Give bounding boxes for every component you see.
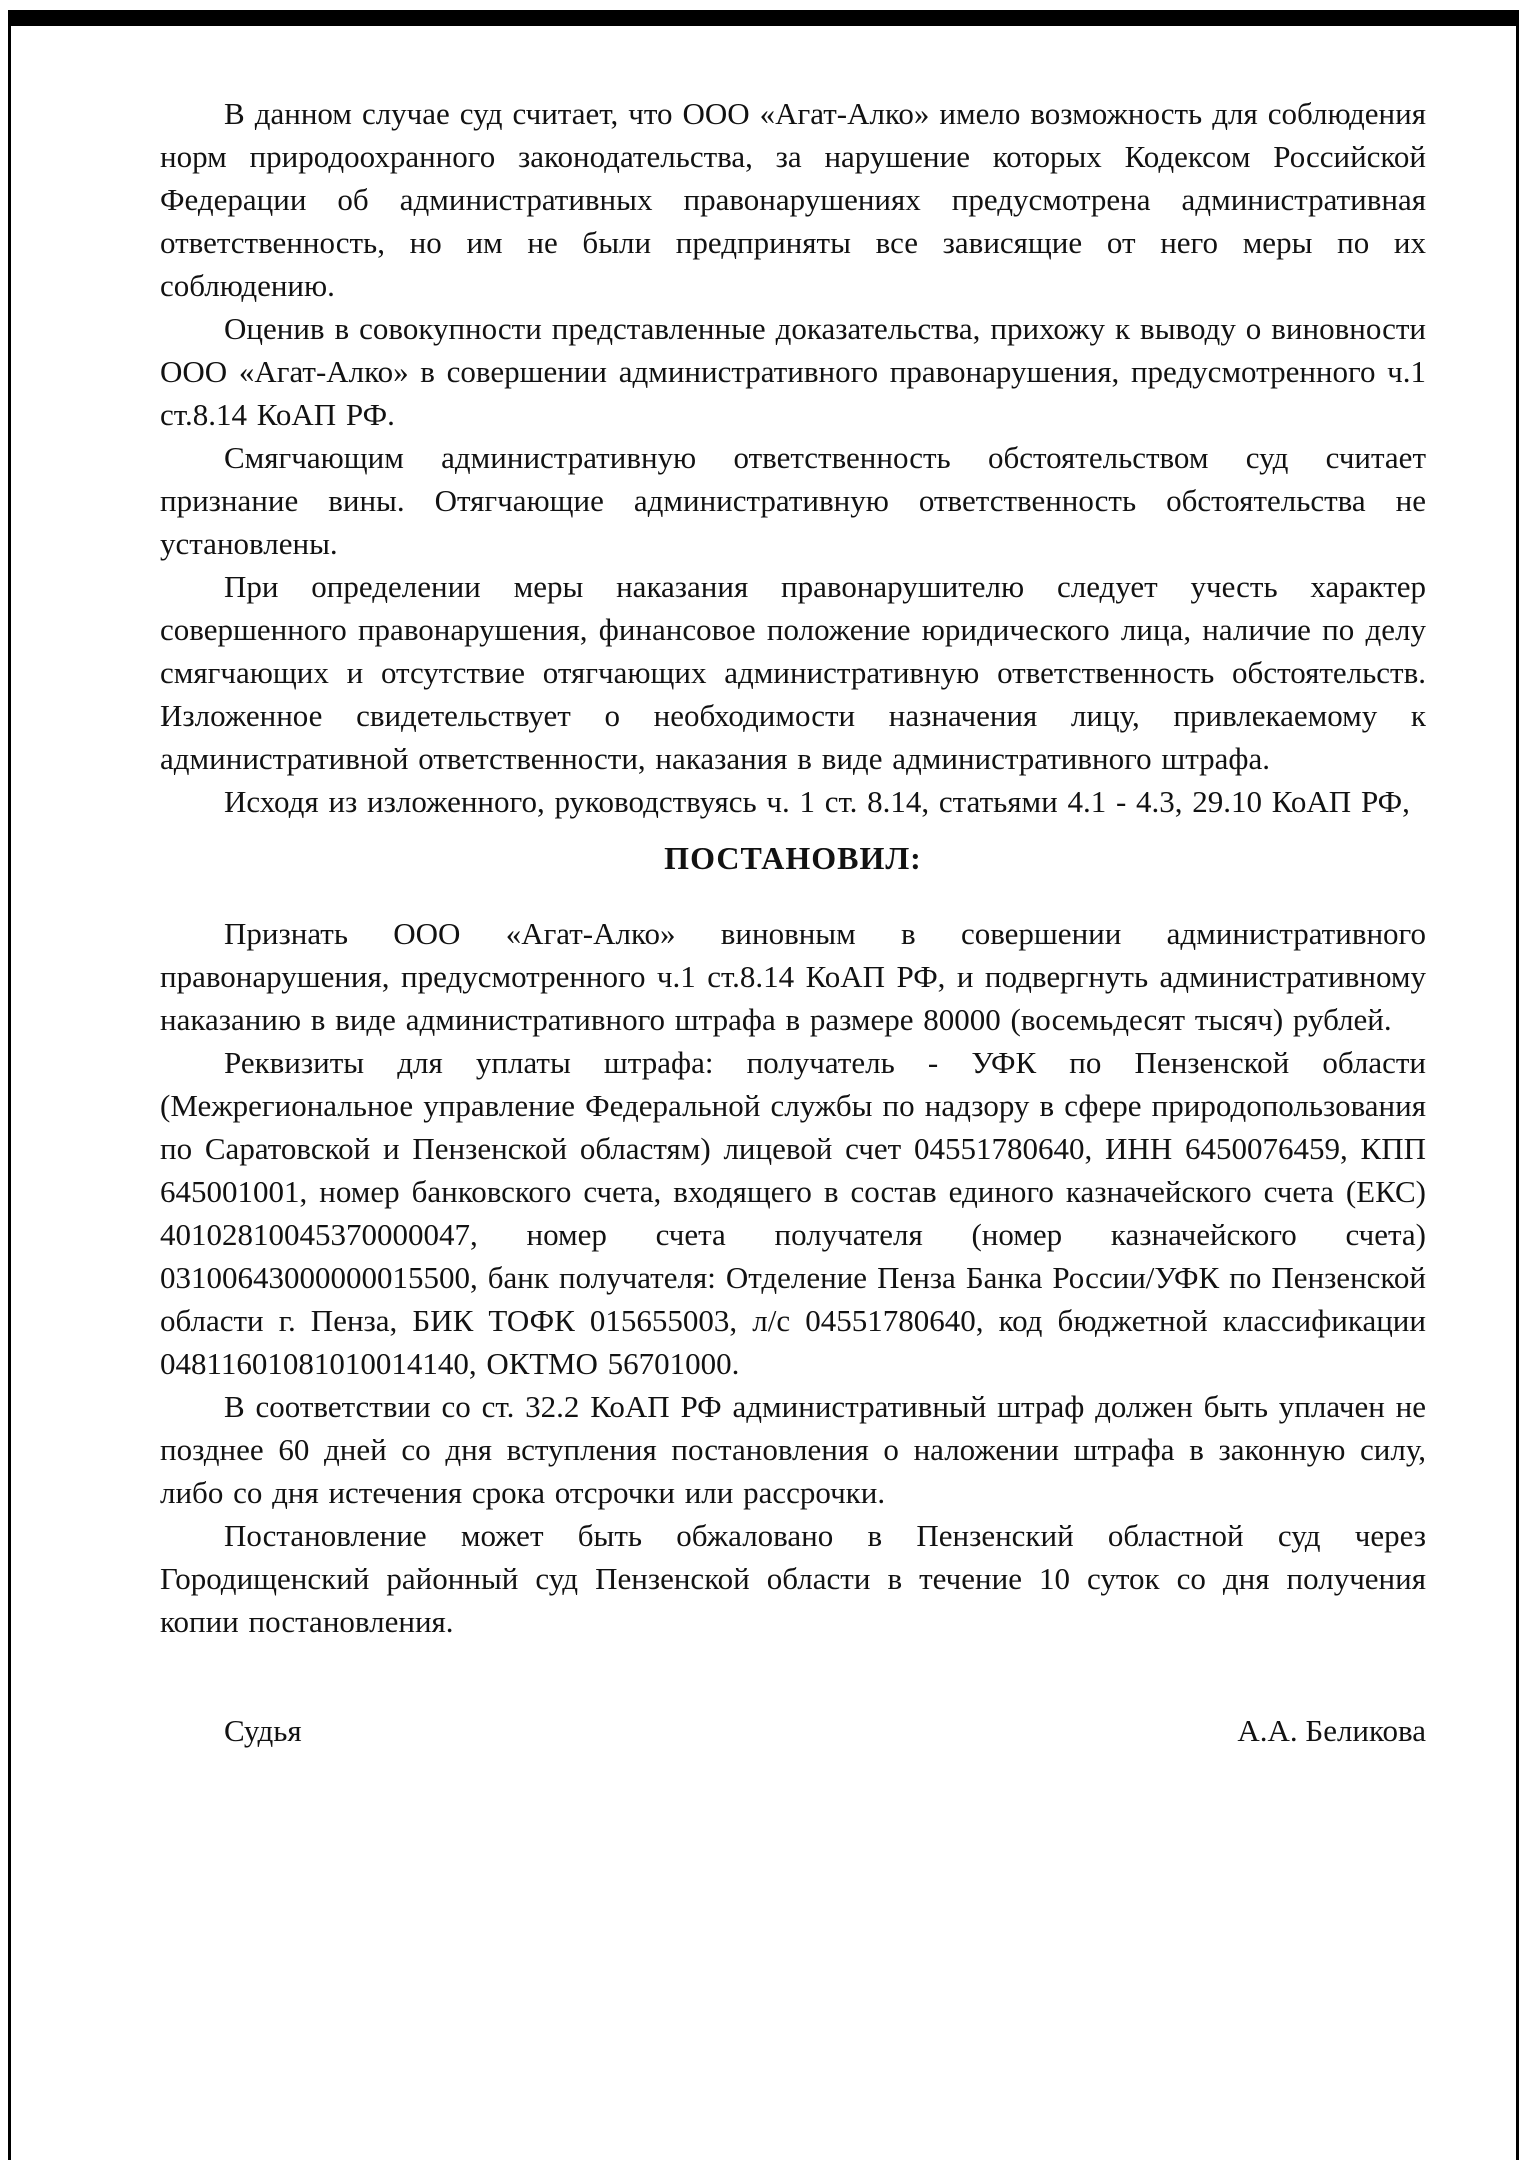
paragraph-penalty-considerations: При определении меры наказания правонарушителю следует учесть характер совершенного правонарушения, финансовое положение юридического лица, наличие по делу смягчающих и отсутствие отягчающих административную ответственность обстоятельств. Изложенное свидетельствует о необходимости назначения лицу, привлекаемому к административной ответственности, наказания в виде административного штрафа. (160, 569, 1426, 776)
paragraph-appeal-procedure: Постановление может быть обжаловано в Пензенский областной суд через Городищенский районный суд Пензенской области в течение 10 суток со дня получения копии постановления. (160, 1518, 1426, 1639)
document-body (160, 92, 1426, 1752)
paragraph-case-conclusion: В данном случае суд считает, что ООО «Агат-Алко» имело возможность для соблюдения норм природоохранного законодательства, за нарушение которых Кодексом Российской Федерации об административных правонарушениях предусмотрена административная ответственность, но им не были предприняты все зависящие от него меры по их соблюдению. (160, 96, 1426, 303)
resolution-heading: ПОСТАНОВИЛ: (664, 840, 922, 876)
signature-row (160, 1709, 1426, 1752)
paragraph-payment-deadline: В соответствии со ст. 32.2 КоАП РФ административный штраф должен быть уплачен не позднее 60 дней со дня вступления постановления о наложении штрафа в законную силу, либо со дня истечения срока отсрочки или рассрочки. (160, 1389, 1426, 1510)
judge-name: А.А. Беликова (1237, 1713, 1426, 1748)
judge-label: Судья (224, 1713, 302, 1748)
paragraph-guilt-finding: Оценив в совокупности представленные доказательства, прихожу к выводу о виновности ООО «Агат-Алко» в совершении административного правонарушения, предусмотренного ч.1 ст.8.14 КоАП РФ. (160, 311, 1426, 432)
paragraph-mitigating-circumstances: Смягчающим административную ответственность обстоятельством суд считает признание вины. Отягчающие административную ответственность обстоятельства не установлены. (160, 440, 1426, 561)
paragraph-verdict-fine: Признать ООО «Агат-Алко» виновным в совершении административного правонарушения, предусмотренного ч.1 ст.8.14 КоАП РФ, и подвергнуть административному наказанию в виде административного штрафа в размере 80000 (восемьдесят тысяч) рублей. (160, 916, 1426, 1037)
paragraph-legal-basis: Исходя из изложенного, руководствуясь ч. 1 ст. 8.14, статьями 4.1 - 4.3, 29.10 КоАП РФ, (224, 784, 1410, 819)
paragraph-payment-details: Реквизиты для уплаты штрафа: получатель - УФК по Пензенской области (Межрегиональное управление Федеральной службы по надзору в сфере природопользования по Саратовской и Пензенской областям) лицевой счет 04551780640, ИНН 6450076459, КПП 645001001, номер банковского счета, входящего в состав единого казначейского счета (ЕКС) 40102810045370000047, номер счета получателя (номер казначейского счета) 03100643000000015500, банк получателя: Отделение Пенза Банка России/УФК по Пензенской области г. Пенза, БИК ТОФК 015655003, л/с 04551780640, код бюджетной классификации 04811601081010014140, ОКТМО 56701000. (160, 1045, 1426, 1381)
